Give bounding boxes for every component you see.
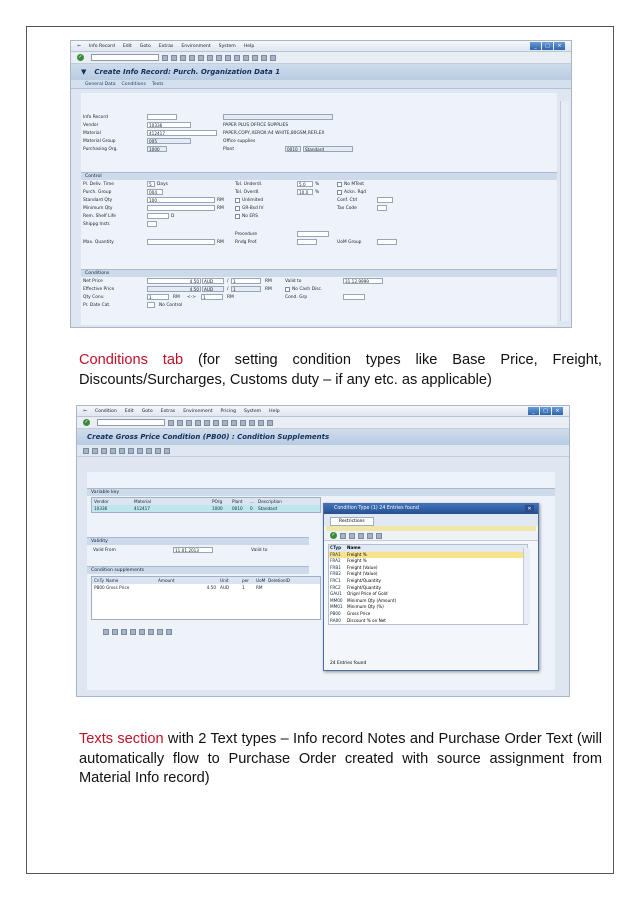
net-price-unit: RM [265, 279, 272, 284]
list-item[interactable] [329, 611, 527, 618]
item-code: RA00 [330, 617, 341, 623]
item-name: Gross Price [347, 610, 371, 616]
app-icon-9[interactable] [155, 448, 161, 454]
col-porg: POrg [212, 499, 223, 504]
info-record-field[interactable] [147, 114, 177, 120]
app-icon-3[interactable] [101, 448, 107, 454]
col-name: Name [106, 578, 119, 583]
table-icon-1[interactable] [103, 629, 109, 635]
popup-ok-icon[interactable]: ✓ [331, 532, 336, 538]
variable-key-columns [92, 498, 320, 505]
effective-price-per: 1 [231, 286, 261, 292]
item-name: Freight % [347, 551, 367, 557]
item-name: Orignl Price of Gold [347, 591, 388, 597]
menu-help[interactable]: Help [243, 43, 255, 49]
list-item[interactable] [329, 591, 527, 598]
caption-conditions-highlight: Conditions tab [79, 352, 184, 368]
gr-bsd-iv-label: GR-Bsd IV [242, 206, 264, 211]
print-icon[interactable] [198, 55, 204, 61]
qty-conv-unit2: RM [227, 295, 234, 300]
standard-qty-label: Standard Qty [83, 198, 113, 203]
popup-close-icon[interactable]: ✕ [525, 505, 534, 513]
standard-qty-field[interactable]: 100 [147, 197, 215, 203]
table-row[interactable] [92, 584, 320, 591]
max-quantity-field[interactable] [147, 239, 215, 245]
window-controls [530, 42, 565, 50]
standard-toolbar [71, 52, 571, 64]
app-icon-2[interactable] [92, 448, 98, 454]
menu-environment-2[interactable]: Environment [183, 408, 213, 414]
menu-help-2[interactable]: Help [269, 408, 280, 414]
maximize-icon-2[interactable]: □ [540, 407, 551, 415]
item-code: FRB1 [330, 564, 341, 570]
procedure-label: Procedure [235, 232, 258, 237]
gr-bsd-iv-checkbox[interactable] [235, 206, 240, 211]
col-extra: ... [250, 499, 254, 504]
net-price-label: Net Price [83, 279, 103, 284]
item-code: MM00 [330, 597, 343, 603]
caption-texts-text: with 2 Text types – Info record Notes and Purchase Order Text (will automatically flow to Purchase Order created with source assignment from Material Info record) [79, 731, 603, 786]
qty-conv-right[interactable]: 1 [201, 294, 223, 300]
find-icon-2[interactable] [213, 420, 219, 426]
item-code: PB00 [330, 610, 341, 616]
find-next-icon-2[interactable] [222, 420, 228, 426]
valid-from-label: Valid From [93, 548, 116, 553]
list-item[interactable] [329, 618, 527, 625]
menu-extras[interactable]: Extras [158, 43, 174, 49]
application-toolbar [77, 445, 569, 457]
uom-group-field[interactable] [377, 239, 397, 245]
first-page-icon[interactable] [225, 55, 231, 61]
pl-deliv-time-unit: Days [157, 182, 168, 187]
item-name: Freight (Value) [347, 564, 378, 570]
help-icon[interactable] [270, 55, 276, 61]
table-icon-2[interactable] [112, 629, 118, 635]
item-name: Freight (Value) [347, 571, 378, 577]
cond-grp-label: Cond. Grp [285, 295, 308, 300]
info-record-screenshot [70, 40, 572, 328]
menu-bar [71, 41, 571, 52]
conf-ctrl-field[interactable] [377, 197, 393, 203]
popup-icon-2[interactable] [340, 533, 346, 539]
no-cash-disc-label: No Cash Disc. [292, 287, 323, 292]
tab-conditions[interactable]: Conditions [121, 81, 146, 87]
cond-grp-field[interactable] [343, 294, 365, 300]
cell-porg: 1000 [212, 506, 223, 511]
tol-overdl-label: Tol. Overdl. [235, 190, 260, 195]
table-icon-8[interactable] [166, 629, 172, 635]
save-icon-2[interactable] [168, 420, 174, 426]
tol-underdl-unit: % [315, 182, 320, 187]
condition-screenshot [76, 405, 570, 697]
exit-icon[interactable] [180, 55, 186, 61]
save-icon[interactable] [162, 55, 168, 61]
standard-toolbar-2 [77, 417, 569, 429]
col-ctyp-name: Name [347, 545, 361, 550]
table-row[interactable] [92, 505, 320, 512]
list-item[interactable] [329, 565, 527, 572]
list-item[interactable] [329, 578, 527, 585]
col-plant: Plant [232, 499, 243, 504]
rem-shelf-life-label: Rem. Shelf Life [83, 214, 116, 219]
net-price-field[interactable]: 4.50 [147, 278, 201, 284]
command-field-2[interactable] [97, 419, 165, 426]
menu-icon-2[interactable]: ⇦ [83, 408, 87, 414]
back-icon-2[interactable] [177, 420, 183, 426]
no-ers-label: No ERS [242, 214, 258, 219]
caption-texts-highlight: Texts section [79, 731, 164, 747]
menu-condition[interactable]: Condition [94, 408, 117, 414]
col-material: Material [134, 499, 152, 504]
popup-title: Condition Type (1) 24 Entries found [334, 506, 419, 511]
unlimited-label: Unlimited [242, 198, 264, 203]
table-icon-6[interactable] [148, 629, 154, 635]
menu-edit-2[interactable]: Edit [124, 408, 134, 414]
tab-restrictions[interactable]: Restrictions [330, 517, 374, 526]
tab-general-data[interactable]: General Data [85, 81, 116, 87]
variable-key-header: Variable key [87, 488, 555, 496]
item-code: MM01 [330, 604, 343, 610]
transaction-title-bar-2 [77, 429, 569, 445]
list-item[interactable] [329, 604, 527, 611]
info-icon[interactable] [137, 448, 143, 454]
find-icon[interactable] [207, 55, 213, 61]
ackn-rqd-label: Ackn. Rqd [344, 190, 367, 195]
material-field[interactable]: 412417 [147, 130, 217, 136]
shippg-instr-label: Shippg Instr. [83, 222, 111, 227]
supplements-table [91, 576, 321, 620]
cell-cnty: PB00 [94, 585, 105, 590]
effective-price-unit: RM [265, 287, 272, 292]
menu-system[interactable]: System [218, 43, 236, 49]
last-page-icon-2[interactable] [258, 420, 264, 426]
app-icon-8[interactable] [146, 448, 152, 454]
tax-code-label: Tax Code [337, 206, 357, 211]
menu-system-2[interactable]: System [244, 408, 262, 414]
popup-toolbar [324, 531, 538, 541]
tol-overdl-field[interactable]: 10.0 [297, 189, 313, 195]
popup-icon-4[interactable] [358, 533, 364, 539]
conditions-group-header: Conditions [81, 269, 557, 277]
net-price-slash: / [227, 279, 229, 284]
menu-environment[interactable]: Environment [181, 43, 211, 49]
prev-page-icon[interactable] [234, 55, 240, 61]
next-page-icon[interactable] [243, 55, 249, 61]
supplements-columns [92, 577, 320, 584]
dropdown-icon[interactable]: ▼ [81, 68, 87, 76]
standard-qty-unit: RM [217, 198, 224, 203]
popup-icon-3[interactable] [349, 533, 355, 539]
maximize-icon[interactable]: □ [542, 42, 553, 50]
item-name: Freight/Quantity [347, 577, 381, 583]
list-item[interactable] [329, 552, 527, 559]
rndg-prof-label: Rndg Prof. [235, 240, 258, 245]
col-per: per [242, 578, 249, 583]
max-quantity-unit: RM [217, 240, 224, 245]
tol-underdl-field[interactable]: 5.0 [297, 181, 313, 187]
table-icon-7[interactable] [157, 629, 163, 635]
last-page-icon[interactable] [252, 55, 258, 61]
cell-name: Gross Price [106, 585, 130, 590]
qty-conv-label: Qty Conv. [83, 295, 105, 300]
popup-scrollbar[interactable] [523, 548, 530, 624]
uom-group-label: UoM Group [337, 240, 362, 245]
menu-extras-2[interactable]: Extras [160, 408, 176, 414]
tol-overdl-unit: % [315, 190, 320, 195]
effective-price-currency: AUD [202, 286, 224, 292]
minimize-icon-2[interactable]: _ [528, 407, 539, 415]
pr-date-cat-label: Pr. Date Cat. [83, 303, 111, 308]
item-code: FRA1 [330, 551, 341, 557]
valid-to-label-2: Valid to [251, 548, 268, 553]
no-ers-checkbox[interactable] [235, 214, 240, 219]
effective-price-label: Effective Price [83, 287, 115, 292]
qty-conv-unit1: RM [173, 295, 180, 300]
first-page-icon-2[interactable] [231, 420, 237, 426]
valid-from-field[interactable]: 11.01.2013 [173, 547, 213, 553]
close-icon-2[interactable]: × [552, 407, 563, 415]
no-mtext-label: No MText [344, 182, 365, 187]
item-code: FRB2 [330, 571, 341, 577]
cell-uom: RM [256, 585, 263, 590]
app-icon-6[interactable] [128, 448, 134, 454]
rndg-prof-field[interactable] [297, 239, 317, 245]
menu-icon[interactable]: ⇦ [77, 43, 81, 49]
purch-group-field[interactable]: 004 [147, 189, 163, 195]
cell-extra: 0 [250, 506, 253, 511]
menu-goto-2[interactable]: Goto [141, 408, 153, 414]
item-code: FRC1 [330, 577, 341, 583]
caption-conditions-tab [79, 351, 602, 390]
app-icon-5[interactable] [119, 448, 125, 454]
caption-conditions-text: (for setting condition types like Base Price, Freight, Discounts/Surcharges, Customs duty – if any etc. as applicable) [79, 352, 602, 388]
find-next-icon[interactable] [216, 55, 222, 61]
valid-to-field[interactable]: 31.12.9999 [343, 278, 383, 284]
condition-supplements-header: Condition supplements [87, 566, 309, 574]
item-code: GAU1 [330, 591, 342, 597]
col-deletion-id: DeletionID [268, 578, 291, 583]
vertical-scrollbar[interactable] [560, 101, 569, 321]
popup-list-header [329, 545, 527, 552]
item-code: FRC2 [330, 584, 341, 590]
screen-tabs [71, 80, 571, 89]
print-icon-2[interactable] [204, 420, 210, 426]
control-group-header: Control [81, 172, 557, 180]
app-icon-4[interactable] [110, 448, 116, 454]
cancel-icon-2[interactable] [195, 420, 201, 426]
popup-icon-5[interactable] [367, 533, 373, 539]
plant-label: Plant [223, 147, 235, 152]
qty-conv-left[interactable]: 1 [147, 294, 169, 300]
next-page-icon-2[interactable] [249, 420, 255, 426]
menu-goto[interactable]: Goto [139, 43, 151, 49]
window-controls-2 [528, 407, 563, 415]
popup-footer: 24 Entries found [330, 661, 367, 666]
pr-date-cat-field[interactable] [147, 302, 155, 308]
item-name: Freight % [347, 558, 367, 564]
minimum-qty-label: Minimum Qty [83, 206, 113, 211]
new-session-icon[interactable] [261, 55, 267, 61]
net-price-currency[interactable]: AUD [202, 278, 224, 284]
purchasing-org-field: 1000 [147, 146, 167, 152]
caption-texts-section [79, 730, 602, 789]
vendor-desc: PAPER PLUS OFFICE SUPPLIES [223, 123, 289, 128]
item-name: Freight/Quantity [347, 584, 381, 590]
table-icon-4[interactable] [130, 629, 136, 635]
ackn-rqd-checkbox[interactable] [337, 190, 342, 195]
col-description: Description [258, 499, 282, 504]
prev-page-icon-2[interactable] [240, 420, 246, 426]
popup-title-bar [324, 504, 538, 514]
material-group-field: 005 [147, 138, 191, 144]
cell-vendor: 10336 [94, 506, 108, 511]
minimum-qty-unit: RM [217, 206, 224, 211]
cell-amount: 4.50 [206, 585, 216, 590]
table-toolbar [97, 626, 217, 638]
item-name: Minimum Qty (%) [347, 604, 384, 610]
rem-shelf-life-unit: D [171, 214, 175, 219]
procedure-field[interactable] [297, 231, 329, 237]
max-quantity-label: Max. Quantity [83, 240, 114, 245]
menu-pricing[interactable]: Pricing [220, 408, 237, 414]
cell-description: Standard [258, 506, 278, 511]
pl-deliv-time-field[interactable]: 5 [147, 181, 155, 187]
menu-info-record[interactable]: Info Record [88, 43, 115, 49]
purchasing-org-label: Purchasing Org. [83, 147, 118, 152]
enter-icon-2[interactable]: ✓ [84, 419, 89, 425]
vendor-label: Vendor [83, 123, 99, 128]
variable-key-table [91, 497, 321, 513]
material-group-label: Material Group [83, 139, 116, 144]
pl-deliv-time-label: Pl. Deliv. Time [83, 182, 114, 187]
no-cash-disc-checkbox[interactable] [285, 287, 290, 292]
item-name: Discount % on Net [347, 617, 386, 623]
app-icon-1[interactable] [83, 448, 89, 454]
menu-bar-2 [77, 406, 569, 417]
effective-price-slash: / [227, 287, 229, 292]
unlimited-checkbox[interactable] [235, 198, 240, 203]
condition-type-popup [323, 503, 539, 671]
col-cnty: CnTy [94, 578, 104, 583]
item-name: Minimum Qty (Amount) [347, 597, 397, 603]
shippg-instr-field[interactable] [147, 221, 157, 227]
material-group-desc: Office supplies [223, 139, 256, 144]
cancel-icon[interactable] [189, 55, 195, 61]
command-field[interactable] [91, 54, 159, 61]
tol-underdl-label: Tol. Underdl. [235, 182, 263, 187]
validity-header: Validity [87, 537, 309, 545]
pr-date-cat-value: No Control [159, 303, 183, 308]
help-icon-2[interactable] [267, 420, 273, 426]
cell-unit: AUD [220, 585, 230, 590]
col-amount: Amount [158, 578, 175, 583]
cell-per: 1 [242, 585, 245, 590]
app-icon-10[interactable] [164, 448, 170, 454]
material-label: Material [83, 131, 101, 136]
popup-tab-strip [324, 514, 538, 526]
info-record-label: Info Record [83, 115, 108, 120]
list-item[interactable] [329, 598, 527, 605]
vendor-field[interactable]: 10336 [147, 122, 191, 128]
page-title: Create Info Record: Purch. Organization Data 1 [94, 68, 281, 76]
effective-price-field: 4.50 [147, 286, 201, 292]
list-item[interactable] [329, 558, 527, 565]
item-code: FRA2 [330, 558, 341, 564]
qty-conv-arrow: <-> [187, 295, 196, 300]
tax-code-field[interactable] [377, 205, 387, 211]
menu-edit[interactable]: Edit [122, 43, 132, 49]
back-icon[interactable] [171, 55, 177, 61]
transaction-title-bar [71, 64, 571, 80]
popup-icon-6[interactable] [376, 533, 382, 539]
exit-icon-2[interactable] [186, 420, 192, 426]
col-vendor: Vendor [94, 499, 109, 504]
close-icon[interactable]: × [554, 42, 565, 50]
material-desc: PAPER,COPY,XEROX:A4 WHITE,80GSM,REFLEX [223, 131, 325, 136]
col-ctyp: CTyp [330, 545, 342, 550]
cell-plant: 0010 [232, 506, 243, 511]
info-record-desc [223, 114, 333, 120]
purch-group-label: Purch. Group [83, 190, 112, 195]
plant-field: 0010 [285, 146, 301, 152]
net-price-per[interactable]: 1 [231, 278, 261, 284]
page-title-2: Create Gross Price Condition (PB00) : Condition Supplements [87, 433, 330, 441]
rem-shelf-life-field[interactable] [147, 213, 169, 219]
popup-list [328, 544, 528, 625]
col-uom: UoM [256, 578, 266, 583]
minimize-icon[interactable]: _ [530, 42, 541, 50]
list-item[interactable] [329, 585, 527, 592]
valid-to-label: Valid to [285, 279, 302, 284]
plant-desc: Standard [303, 146, 353, 152]
minimum-qty-field[interactable] [147, 205, 215, 211]
enter-icon[interactable]: ✓ [78, 54, 83, 60]
col-unit: Unit [220, 578, 229, 583]
table-icon-5[interactable] [139, 629, 145, 635]
cell-material: 412417 [134, 506, 150, 511]
table-icon-3[interactable] [121, 629, 127, 635]
conf-ctrl-label: Conf. Ctrl [337, 198, 358, 203]
no-mtext-checkbox[interactable] [337, 182, 342, 187]
tab-texts[interactable]: Texts [151, 81, 164, 87]
list-item[interactable] [329, 571, 527, 578]
